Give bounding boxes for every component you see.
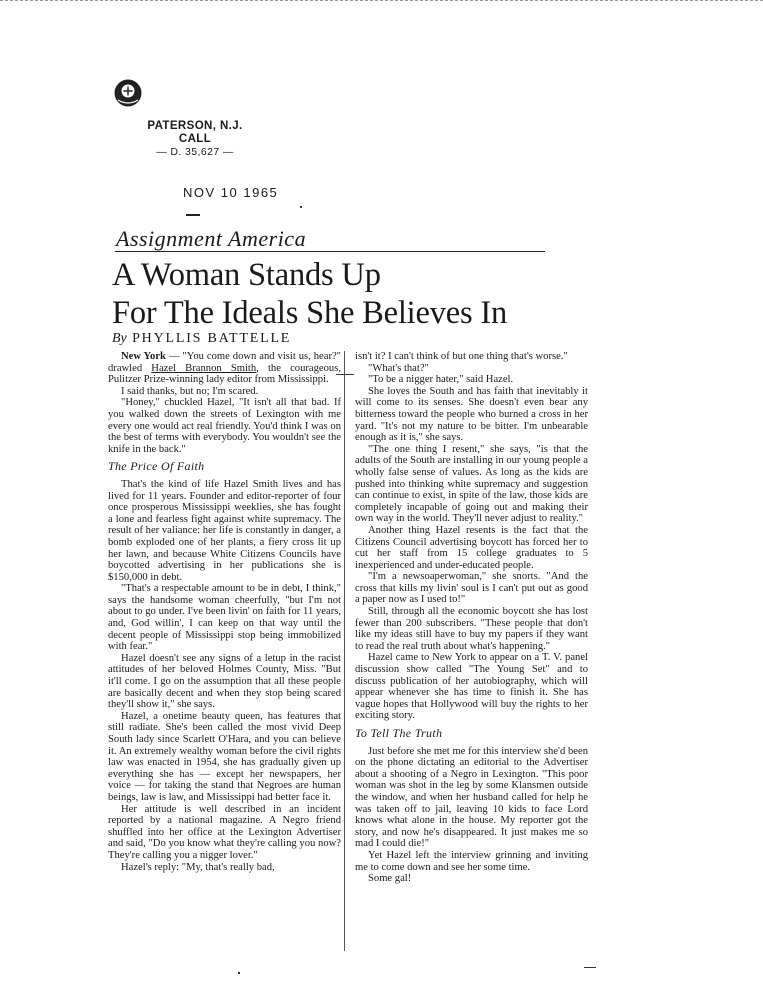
headline-line-1: A Woman Stands Up xyxy=(112,257,381,293)
stamp-divider xyxy=(186,214,200,216)
article-headline xyxy=(112,258,507,334)
paragraph: "What's that?" xyxy=(368,362,429,374)
byline xyxy=(112,331,291,347)
paragraph: Hazel's reply: "My, that's really bad, xyxy=(121,861,275,873)
paragraph: isn't it? I can't think of but one thing that's worse." xyxy=(355,351,568,362)
newspaper-seal-icon xyxy=(113,78,143,108)
paragraph: "That's a respectable amount to be in debt, I think," says the handsome woman cheerfully, "but I'm not about to go under. I've been livin' on faith for 11 years, and, God willin', I can keep on that way until the decent people of Mississippi stop being immobilized with fear." xyxy=(108,583,341,653)
paragraph: Another thing Hazel resents is the fact that the Citizens Council advertising boycott has forced her to cut her staff from 15 college graduates to 5 inexperienced and under-educated people. xyxy=(355,524,588,571)
article-kicker: Assignment America xyxy=(116,226,307,251)
column-divider xyxy=(344,351,345,951)
scan-speck xyxy=(300,206,302,208)
paragraph: Some gal! xyxy=(368,873,412,885)
kicker-rule xyxy=(115,251,545,252)
paragraph: Just before she met me for this interview she'd been on the phone dictating an editorial to the Advertiser about a shooting of a Negro in Lexington. "This poor woman was shot in the leg by some Klansmen outside the window, and when her husband called for help he was taken off to jail, leaving 10 kids to face Lord knows what alone in the house. My reporter got the story, and now he's disappeared. It just makes me so mad I could die!" xyxy=(355,745,588,850)
paragraph: I said thanks, but no; I'm scared. xyxy=(121,385,259,397)
byline-name: PHYLLIS BATTELLE xyxy=(132,331,292,346)
scan-speck xyxy=(238,972,240,974)
byline-prefix: By xyxy=(112,331,127,346)
masthead xyxy=(120,120,270,159)
paragraph: Yet Hazel left the interview grinning and inviting me to come down and see her some time. xyxy=(355,849,588,873)
paragraph: Hazel came to New York to appear on a T. V. panel discussion show called "The Young Set" and to discuss publication of her autobiography, which will appear whenever she has time to finish it. She has vague hopes that Hollywood will buy the rights to her exciting story. xyxy=(355,652,588,722)
article-column-2 xyxy=(355,351,588,885)
paragraph: "To be a nigger hater," said Hazel. xyxy=(368,374,514,386)
article-column-1 xyxy=(108,351,341,873)
scan-speck xyxy=(584,967,596,968)
paragraph: She loves the South and has faith that inevitably it will come to its senses. She doesn't even bear any bitterness toward the people who burned a cross in her yard. "It's not my nature to be bitter. I'm unbearable enough as it is," she says. xyxy=(355,385,588,444)
paragraph: That's the kind of life Hazel Smith lives and has lived for 11 years. Founder and editor-reporter of four once prosperous Mississippi weeklies, she has fought a lone and fearless fight against white supremacy. The result of her valiance: her life is constantly in danger, a bomb exploded one of her plants, a fiery cross lit up her lawn, and because White Citizens Councils have boycotted advertising in her publications she is $150,000 in debt. xyxy=(108,478,341,583)
scan-border-dashed xyxy=(0,0,763,1)
subject-name: Hazel Brannon Smith xyxy=(151,362,257,374)
paragraph: "The one thing I resent," she says, "is that the adults of the South are installing in our young people a wholly false sense of values. As long as the kids are pushed into thinking white supremacy and suggestion can continue to exist, in spite of the law, those kids are completely incapable of going out and making their own way in the world. They'll never adjust to reality." xyxy=(355,443,588,525)
paragraph: Hazel, a onetime beauty queen, has features that still radiate. She's been called the most vivid Deep South lady since Scarlett O'Hara, and you can believe it. An extremely wealthy woman before the civil rights law was enacted in 1954, she has gradually given up everything she has — except her newspapers, her voice — for taking the stand that Negroes are human beings, law is law, and Mississippi had better face it. xyxy=(108,710,341,803)
subhead: To Tell The Truth xyxy=(355,726,443,740)
headline-line-2: For The Ideals She Believes In xyxy=(112,295,508,331)
paragraph: New York — "You come down and visit us, hear?" drawled Hazel Brannon Smith, the courageous, Pulitzer Prize-winning lady editor from Mississippi. xyxy=(108,351,342,386)
dateline-lead: New York xyxy=(121,351,166,362)
paragraph: Still, through all the economic boycott she has lost fewer than 200 subscribers. "These people that don't like my ideas still have to buy my papers if they want to read the real truth about what's happening." xyxy=(355,606,588,652)
masthead-paper: CALL xyxy=(178,133,212,145)
masthead-city: PATERSON, N.J. xyxy=(147,120,243,132)
paragraph: "Honey," chuckled Hazel, "It isn't all that bad. If you walked down the streets of Lexington with me every one would act real friendly. You'd think I was on the best of terms with everybody. You wouldn't see the knife in the back." xyxy=(108,397,341,455)
subhead: The Price Of Faith xyxy=(108,459,205,474)
masthead-circulation: — D. 35,627 — xyxy=(156,146,234,158)
paragraph: Her attitude is well described in an incident reported by a national magazine. A Negro friend shuffled into her office at the Lexington Advertiser and said, "Do you know what they're calling you now? They're calling you a nigger lover." xyxy=(108,803,341,861)
paragraph: Hazel doesn't see any signs of a letup in the racist attitudes of her beloved Holmes County, Miss. "But it'll come. I go on the assumption that all these people are basically decent and when they stop being scared they'll show it," she says. xyxy=(108,652,341,711)
date-stamp: NOV 10 1965 xyxy=(183,185,279,200)
paragraph: "I'm a newsoaperwoman," she snorts. "And the cross that kills my livin' soul is I can't put out as good a paper now as I used to!" xyxy=(355,571,588,606)
